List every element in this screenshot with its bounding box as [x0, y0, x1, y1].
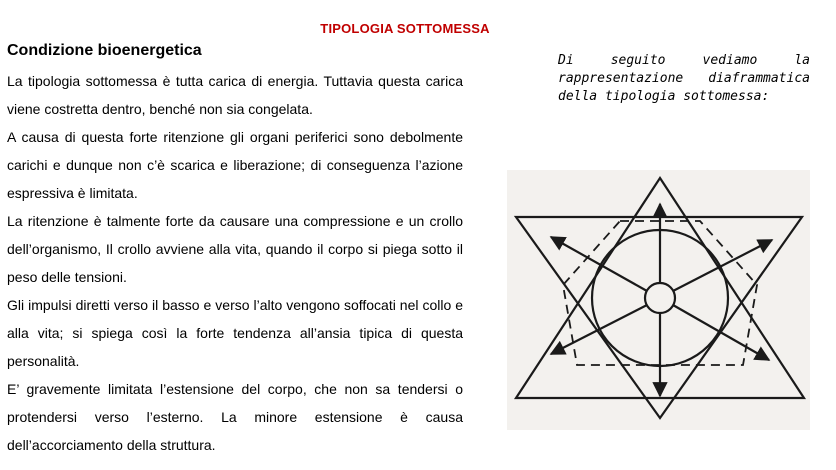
arrow-upper-right	[673, 240, 772, 291]
arrow-lower-right	[673, 305, 769, 360]
center-circle	[645, 283, 675, 313]
diagram-caption: Di seguito vediamo la rappresentazione diaframmatica della tipologia sottomessa:	[558, 53, 810, 104]
slide-title: TIPOLOGIA SOTTOMESSA	[320, 21, 490, 36]
diaphragm-diagram	[507, 170, 810, 430]
body-text	[7, 67, 463, 459]
section-heading: Condizione bioenergetica	[7, 42, 202, 59]
paragraph-1: La tipologia sottomessa è tutta carica di energia. Tuttavia questa carica viene costretta dentro, benché non sia congelata.	[7, 73, 463, 117]
star-diagram-svg	[507, 170, 810, 430]
paragraph-3: La ritenzione è talmente forte da causare una compressione e un crollo dell’organismo, Il crollo avviene alla vita, quando il corpo si piega sotto il peso delle tensioni.	[7, 213, 463, 285]
arrow-lower-left	[551, 305, 647, 354]
paragraph-4: Gli impulsi diretti verso il basso e verso l’alto vengono soffocati nel collo e alla vita; si spiega così la forte tendenza all’ansia tipica di questa personalità.	[7, 297, 463, 369]
paragraph-2: A causa di questa forte ritenzione gli organi periferici sono debolmente carichi e dunque non c’è scarica e liberazione; di conseguenza l’azione espressiva è limitata.	[7, 129, 463, 201]
paragraph-5: E’ gravemente limitata l’estensione del corpo, che non sa tendersi o protendersi verso l’esterno. La minore estensione è causa dell’accorciamento della struttura.	[7, 381, 463, 453]
